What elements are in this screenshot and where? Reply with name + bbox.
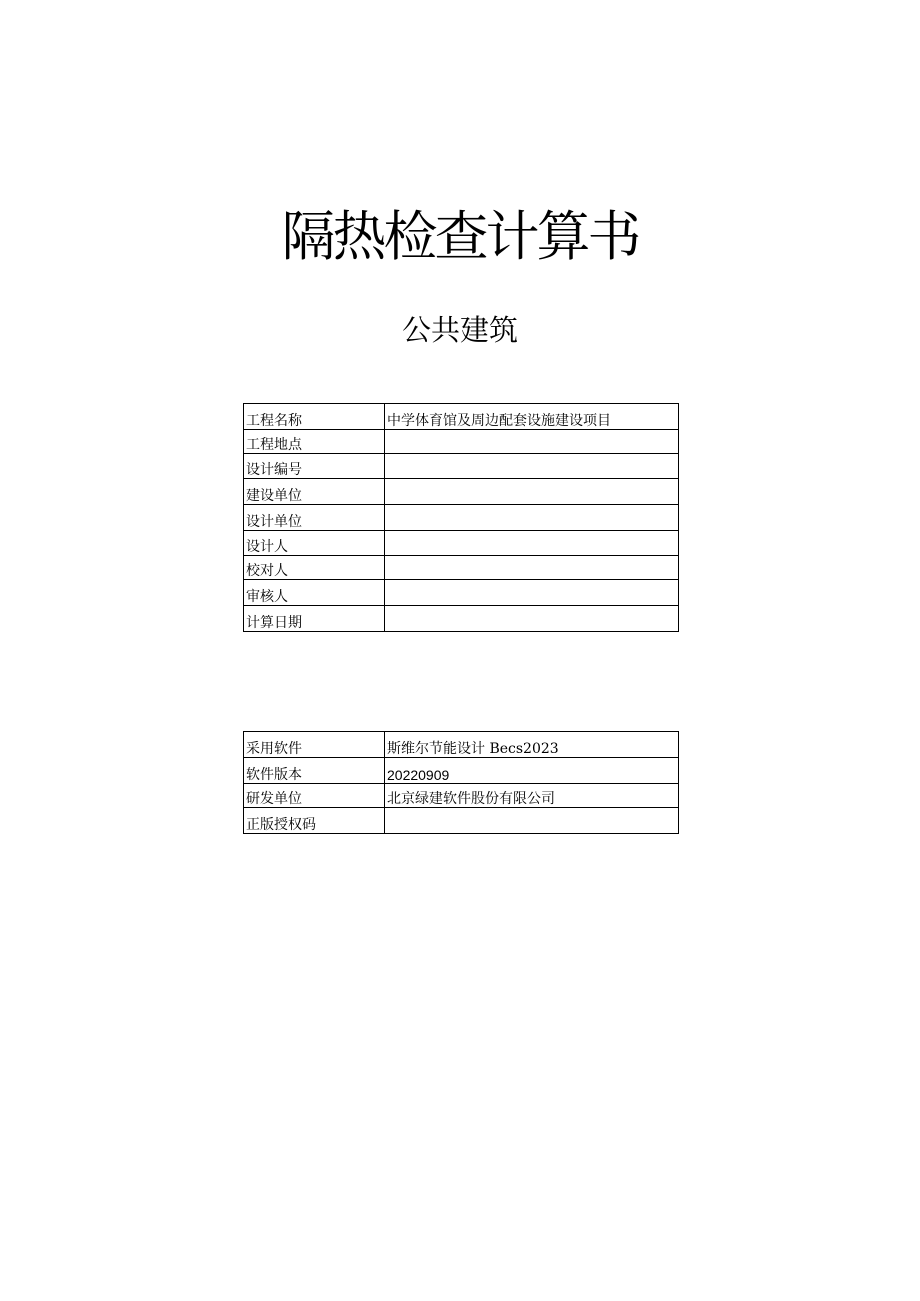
software-value: 斯维尔节能设计 Becs2023 — [385, 732, 679, 758]
project-info-table — [243, 403, 679, 632]
table-row — [244, 606, 679, 632]
project-name-value: 中学体育馆及周边配套设施建设项目 — [385, 404, 679, 430]
calculation-date-label: 计算日期 — [244, 606, 385, 632]
project-location-value — [385, 430, 679, 454]
proofreader-label: 校对人 — [244, 556, 385, 580]
calculation-date-value — [385, 606, 679, 632]
design-number-value — [385, 454, 679, 479]
table-row — [244, 580, 679, 606]
table-row — [244, 430, 679, 454]
table-row — [244, 732, 679, 758]
software-info-table — [243, 731, 679, 834]
design-unit-value — [385, 505, 679, 531]
document-subtitle: 公共建筑 — [401, 313, 518, 347]
table-row — [244, 784, 679, 808]
reviewer-value — [385, 580, 679, 606]
table-row — [244, 479, 679, 505]
table-row — [244, 531, 679, 556]
table-row — [244, 556, 679, 580]
developer-value: 北京绿建软件股份有限公司 — [385, 784, 679, 808]
construction-unit-label: 建设单位 — [244, 479, 385, 505]
design-number-label: 设计编号 — [244, 454, 385, 479]
reviewer-label: 审核人 — [244, 580, 385, 606]
document-title: 隔热检查计算书 — [281, 205, 639, 268]
software-version-label: 软件版本 — [244, 758, 385, 784]
license-code-value — [385, 808, 679, 834]
license-code-label: 正版授权码 — [244, 808, 385, 834]
table-row — [244, 758, 679, 784]
construction-unit-value — [385, 479, 679, 505]
designer-label: 设计人 — [244, 531, 385, 556]
project-location-label: 工程地点 — [244, 430, 385, 454]
software-label: 采用软件 — [244, 732, 385, 758]
table-row — [244, 505, 679, 531]
design-unit-label: 设计单位 — [244, 505, 385, 531]
proofreader-value — [385, 556, 679, 580]
table-row — [244, 404, 679, 430]
designer-value — [385, 531, 679, 556]
table-row — [244, 454, 679, 479]
developer-label: 研发单位 — [244, 784, 385, 808]
project-name-label: 工程名称 — [244, 404, 385, 430]
software-version-value: 20220909 — [385, 758, 679, 784]
table-row — [244, 808, 679, 834]
